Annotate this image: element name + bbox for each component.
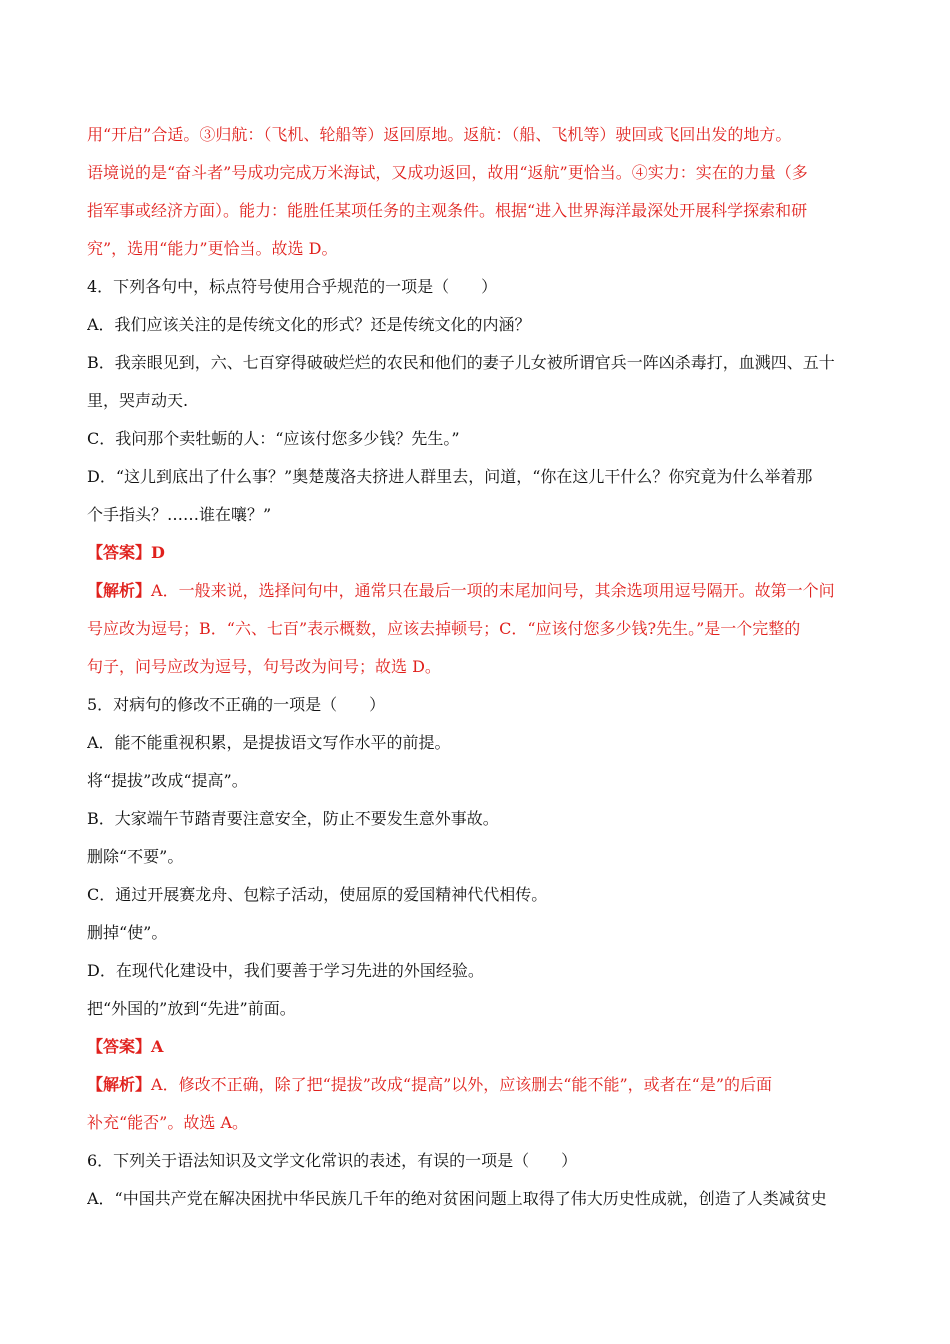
q4-option-c: C．我问那个卖牡蛎的人：“应该付您多少钱？先生。” (87, 429, 460, 448)
q5-answer-tag: 【答案】 (87, 1037, 152, 1056)
q5-stem: 5．对病句的修改不正确的一项是（ ） (87, 695, 386, 714)
document-page (87, 116, 877, 1218)
q5-option-d-fix: 把“外国的”放到“先进”前面。 (87, 999, 296, 1018)
q5-option-c: C．通过开展赛龙舟、包粽子活动，使屈原的爱国精神代代相传。 (87, 885, 548, 904)
q4-explanation-line-1 (87, 572, 877, 610)
q4-option-d-line-1: D．“这儿到底出了什么事？”奥楚蔑洛夫挤进人群里去，问道，“你在这儿干什么？你究竟为什么举着那 (87, 467, 813, 486)
q4-option-d-line-2: 个手指头？……谁在嚷？” (87, 505, 272, 524)
q3-explanation-line-1: 用“开启”合适。③归航：（飞机、轮船等）返回原地。返航：（船、飞机等）驶回或飞回出发的地方。 (87, 125, 792, 144)
q3-explanation-line-3: 指军事或经济方面）。能力：能胜任某项任务的主观条件。根据“进入世界海洋最深处开展科学探索和研 (87, 201, 808, 220)
q5-option-d: D．在现代化建设中，我们要善于学习先进的外国经验。 (87, 961, 484, 980)
q5-answer (87, 1028, 877, 1066)
q5-explanation-text-1: A．修改不正确，除了把“提拔”改成“提高”以外，应该删去“能不能”，或者在“是”的后面 (151, 1075, 773, 1094)
q4-answer (87, 534, 877, 572)
q5-option-b: B．大家端午节踏青要注意安全，防止不要发生意外事故。 (87, 809, 499, 828)
q4-option-b-line-1: B．我亲眼见到，六、七百穿得破破烂烂的农民和他们的妻子儿女被所谓官兵一阵凶杀毒打，血溅四、五十 (87, 353, 835, 372)
q4-explanation-tag: 【解析】 (87, 581, 152, 600)
q4-explanation-text-1: A．一般来说，选择问句中，通常只在最后一项的末尾加问号，其余选项用逗号隔开。故第一个问 (151, 581, 835, 600)
q5-answer-value: A (151, 1037, 164, 1056)
q6-stem: 6．下列关于语法知识及文学文化常识的表述，有误的一项是（ ） (87, 1151, 578, 1170)
q5-option-a-fix: 将“提拔”改成“提高”。 (87, 771, 248, 790)
q5-explanation-line-2: 补充“能否”。故选 A。 (87, 1113, 249, 1132)
q5-option-b-fix: 删除“不要”。 (87, 847, 184, 866)
q4-answer-value: D (151, 543, 165, 562)
q5-option-a: A．能不能重视积累，是提拔语文写作水平的前提。 (87, 733, 451, 752)
q3-explanation-line-4: 究”，选用“能力”更恰当。故选 D。 (87, 239, 338, 258)
q4-stem: 4．下列各句中，标点符号使用合乎规范的一项是（ ） (87, 277, 498, 296)
q5-option-c-fix: 删掉“使”。 (87, 923, 168, 942)
q4-explanation-line-2: 号应改为逗号；B．“六、七百”表示概数，应该去掉顿号；C．“应该付您多少钱?先生。”是一个完整的 (87, 619, 801, 638)
q5-explanation-tag: 【解析】 (87, 1075, 152, 1094)
q3-explanation-line-2: 语境说的是“奋斗者”号成功完成万米海试，又成功返回，故用“返航”更恰当。④实力：实在的力量（多 (87, 163, 808, 182)
q6-option-a: A．“中国共产党在解决困扰中华民族几千年的绝对贫困问题上取得了伟大历史性成就，创造了人类减贫史 (87, 1189, 827, 1208)
q4-option-a: A．我们应该关注的是传统文化的形式？还是传统文化的内涵？ (87, 315, 531, 334)
q4-explanation-line-3: 句子，问号应改为逗号，句号改为问号；故选 D。 (87, 657, 441, 676)
q4-answer-tag: 【答案】 (87, 543, 152, 562)
q5-explanation-line-1 (87, 1066, 877, 1104)
q4-option-b-line-2: 里，哭声动天. (87, 391, 189, 410)
